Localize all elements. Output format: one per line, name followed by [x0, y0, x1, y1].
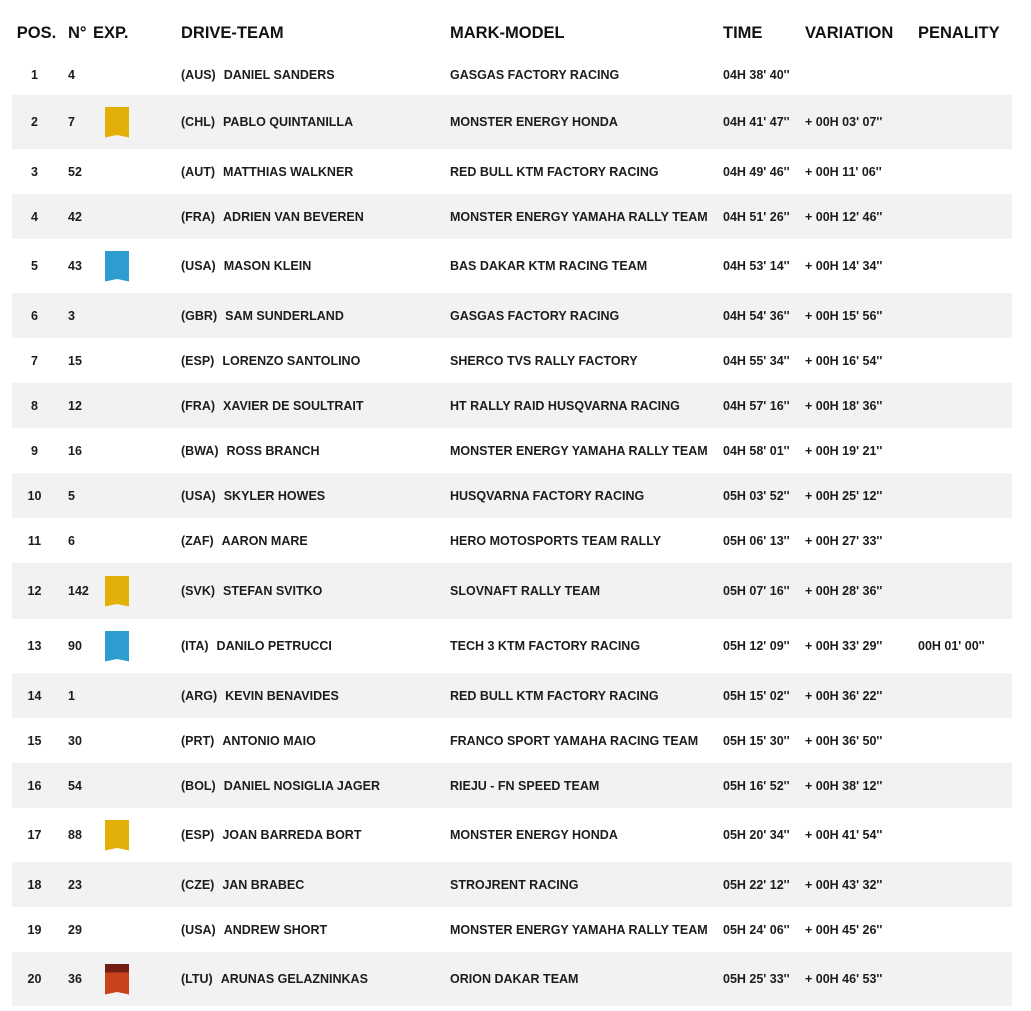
penality [918, 952, 1012, 1006]
table-row[interactable] [12, 952, 1012, 1006]
penality [918, 808, 1012, 862]
driver-name[interactable]: ANTONIO MAIO [222, 733, 316, 748]
time: 05H 22' 12'' [723, 877, 790, 892]
variation: + 00H 36' 22'' [805, 688, 883, 703]
mark-model: HERO MOTOSPORTS TEAM RALLY [450, 533, 662, 548]
variation: + 00H 33' 29'' [805, 639, 883, 653]
bike-number: 90 [68, 639, 82, 653]
position: 15 [27, 733, 42, 748]
penality [918, 293, 1012, 338]
time: 05H 25' 33'' [723, 972, 790, 986]
results-table [12, 12, 1012, 1006]
variation: + 00H 43' 32'' [805, 877, 883, 892]
table-row[interactable] [12, 619, 1012, 673]
experience-cell [93, 808, 181, 862]
table-row[interactable] [12, 862, 1012, 907]
penality [918, 763, 1012, 808]
penality [918, 194, 1012, 239]
time: 04H 57' 16'' [723, 398, 790, 413]
header-pos[interactable]: POS. [16, 24, 57, 42]
table-row[interactable] [12, 194, 1012, 239]
drive-team[interactable] [181, 473, 450, 518]
penality [918, 428, 1012, 473]
nationality: (ARG) [181, 688, 218, 703]
time: 05H 06' 13'' [723, 533, 790, 548]
nationality: (CHL) [181, 115, 216, 129]
header-penality[interactable]: PENALITY [918, 24, 1000, 42]
driver-name[interactable]: PABLO QUINTANILLA [223, 115, 354, 129]
nationality: (SVK) [181, 584, 216, 598]
driver-name[interactable]: DANIEL SANDERS [223, 68, 335, 82]
mark-model: RED BULL KTM FACTORY RACING [450, 164, 659, 179]
experience-flag-icon [105, 107, 129, 138]
nationality: (CZE) [181, 877, 215, 892]
table-row[interactable] [12, 763, 1012, 808]
time: 05H 24' 06'' [723, 922, 790, 937]
drive-team[interactable] [181, 239, 450, 293]
mark-model: RED BULL KTM FACTORY RACING [450, 688, 659, 703]
mark-model: HT RALLY RAID HUSQVARNA RACING [450, 398, 680, 413]
variation: + 00H 45' 26'' [805, 922, 883, 937]
driver-name[interactable]: JOAN BARREDA BORT [222, 828, 362, 842]
table-row[interactable] [12, 239, 1012, 293]
experience-cell [93, 619, 181, 673]
experience-cell [93, 718, 181, 763]
experience-flag-icon [105, 820, 129, 851]
position: 14 [27, 688, 42, 703]
table-row[interactable] [12, 338, 1012, 383]
variation: + 00H 27' 33'' [805, 533, 883, 548]
driver-name[interactable]: SAM SUNDERLAND [225, 308, 344, 323]
time: 05H 15' 30'' [723, 733, 790, 748]
drive-team[interactable] [181, 518, 450, 563]
nationality: (PRT) [181, 733, 215, 748]
penality: 00H 01' 00'' [918, 639, 985, 653]
mark-model: SLOVNAFT RALLY TEAM [450, 584, 601, 598]
bike-number: 36 [68, 972, 82, 986]
penality [918, 862, 1012, 907]
table-row[interactable] [12, 673, 1012, 718]
time: 05H 16' 52'' [723, 778, 790, 793]
experience-cell [93, 673, 181, 718]
mark-model: MONSTER ENERGY HONDA [450, 115, 618, 129]
experience-cell [93, 518, 181, 563]
header-experience[interactable]: EXP. [93, 24, 129, 42]
table-row[interactable] [12, 55, 1012, 95]
bike-number: 30 [68, 733, 82, 748]
table-row[interactable] [12, 473, 1012, 518]
mark-model: ORION DAKAR TEAM [450, 972, 579, 986]
position: 2 [31, 115, 38, 129]
experience-cell [93, 95, 181, 149]
table-row[interactable] [12, 718, 1012, 763]
driver-name[interactable]: ROSS BRANCH [226, 443, 320, 458]
drive-team[interactable] [181, 907, 450, 952]
mark-model: MONSTER ENERGY YAMAHA RALLY TEAM [450, 209, 708, 224]
bike-number: 5 [68, 488, 75, 503]
header-time[interactable]: TIME [723, 24, 763, 42]
experience-cell [93, 383, 181, 428]
mark-model: GASGAS FACTORY RACING [450, 308, 620, 323]
table-body [12, 55, 1012, 1006]
table-row[interactable] [12, 563, 1012, 619]
bike-number: 43 [68, 259, 82, 273]
variation: + 00H 19' 21'' [805, 443, 883, 458]
variation [805, 55, 918, 95]
drive-team[interactable] [181, 383, 450, 428]
drive-team[interactable] [181, 718, 450, 763]
position: 3 [31, 164, 38, 179]
nationality: (USA) [181, 259, 216, 273]
drive-team[interactable] [181, 563, 450, 619]
nationality: (BWA) [181, 443, 219, 458]
time: 05H 20' 34'' [723, 828, 790, 842]
driver-name[interactable]: STEFAN SVITKO [223, 584, 323, 598]
position: 6 [31, 308, 38, 323]
experience-cell [93, 563, 181, 619]
variation: + 00H 03' 07'' [805, 115, 883, 129]
position: 8 [31, 398, 38, 413]
mark-model: STROJRENT RACING [450, 877, 579, 892]
nationality: (AUT) [181, 164, 216, 179]
penality [918, 473, 1012, 518]
position: 11 [27, 533, 42, 548]
position: 9 [31, 443, 38, 458]
mark-model: BAS DAKAR KTM RACING TEAM [450, 259, 648, 273]
experience-flag-icon [105, 576, 129, 607]
position: 18 [27, 877, 42, 892]
position: 10 [27, 488, 42, 503]
experience-cell [93, 149, 181, 194]
penality [918, 518, 1012, 563]
drive-team[interactable] [181, 95, 450, 149]
bike-number: 6 [68, 533, 75, 548]
mark-model: MONSTER ENERGY YAMAHA RALLY TEAM [450, 443, 708, 458]
time: 05H 03' 52'' [723, 488, 790, 503]
penality [918, 239, 1012, 293]
mark-model: FRANCO SPORT YAMAHA RACING TEAM [450, 733, 699, 748]
nationality: (ESP) [181, 828, 215, 842]
variation: + 00H 41' 54'' [805, 828, 883, 842]
experience-cell [93, 428, 181, 473]
penality [918, 338, 1012, 383]
variation: + 00H 11' 06'' [805, 164, 882, 179]
experience-cell [93, 338, 181, 383]
bike-number: 7 [68, 115, 75, 129]
driver-name[interactable]: MASON KLEIN [223, 259, 312, 273]
time: 04H 53' 14'' [723, 259, 790, 273]
variation: + 00H 46' 53'' [805, 972, 883, 986]
mark-model: TECH 3 KTM FACTORY RACING [450, 639, 641, 653]
experience-flag-icon [105, 964, 129, 995]
experience-flag-icon [105, 251, 129, 282]
nationality: (LTU) [181, 972, 213, 986]
table-row[interactable] [12, 149, 1012, 194]
experience-cell [93, 194, 181, 239]
variation: + 00H 12' 46'' [805, 209, 883, 224]
experience-cell [93, 293, 181, 338]
variation: + 00H 38' 12'' [805, 778, 883, 793]
header-variation[interactable]: VARIATION [805, 24, 894, 42]
mark-model: GASGAS FACTORY RACING [450, 68, 620, 82]
bike-number: 4 [68, 68, 75, 82]
experience-flag-icon [105, 631, 129, 662]
drive-team[interactable] [181, 194, 450, 239]
bike-number: 88 [68, 828, 82, 842]
bike-number: 52 [68, 164, 82, 179]
drive-team[interactable] [181, 55, 450, 95]
bike-number: 15 [68, 353, 82, 368]
bike-number: 12 [68, 398, 82, 413]
driver-name[interactable]: ARUNAS GELAZNINKAS [220, 972, 368, 986]
nationality: (FRA) [181, 398, 216, 413]
position: 19 [27, 922, 42, 937]
mark-model: MONSTER ENERGY YAMAHA RALLY TEAM [450, 922, 708, 937]
drive-team[interactable] [181, 862, 450, 907]
driver-name[interactable]: DANILO PETRUCCI [216, 639, 332, 653]
nationality: (FRA) [181, 209, 216, 224]
nationality: (ZAF) [181, 533, 214, 548]
header-number[interactable]: N° [68, 24, 87, 42]
penality [918, 718, 1012, 763]
position: 13 [27, 639, 42, 653]
position: 12 [27, 584, 42, 598]
drive-team[interactable] [181, 619, 450, 673]
position: 17 [27, 828, 42, 842]
experience-cell [93, 763, 181, 808]
driver-name[interactable]: MATTHIAS WALKNER [223, 164, 354, 179]
penality [918, 907, 1012, 952]
drive-team[interactable] [181, 293, 450, 338]
experience-cell [93, 239, 181, 293]
position: 7 [31, 353, 38, 368]
mark-model: MONSTER ENERGY HONDA [450, 828, 618, 842]
variation: + 00H 36' 50'' [805, 733, 883, 748]
drive-team[interactable] [181, 952, 450, 1006]
bike-number: 1 [68, 688, 75, 703]
mark-model: RIEJU - FN SPEED TEAM [450, 778, 600, 793]
penality [918, 149, 1012, 194]
nationality: (GBR) [181, 308, 218, 323]
bike-number: 16 [68, 443, 82, 458]
nationality: (ITA) [181, 639, 209, 653]
bike-number: 3 [68, 308, 75, 323]
experience-cell [93, 952, 181, 1006]
variation: + 00H 14' 34'' [805, 259, 883, 273]
nationality: (USA) [181, 922, 216, 937]
position: 1 [31, 68, 38, 82]
time: 04H 58' 01'' [723, 443, 790, 458]
variation: + 00H 15' 56'' [805, 308, 883, 323]
table-header [12, 12, 1012, 55]
drive-team[interactable] [181, 808, 450, 862]
penality [918, 55, 1012, 95]
penality [918, 383, 1012, 428]
bike-number: 42 [68, 209, 82, 224]
driver-name[interactable]: SKYLER HOWES [223, 488, 326, 503]
time: 04H 54' 36'' [723, 308, 790, 323]
driver-name[interactable]: JAN BRABEC [222, 877, 305, 892]
bike-number: 29 [68, 922, 82, 937]
position: 16 [27, 778, 42, 793]
time: 05H 12' 09'' [723, 639, 790, 653]
position: 4 [31, 209, 38, 224]
table-row[interactable] [12, 907, 1012, 952]
variation: + 00H 28' 36'' [805, 584, 883, 598]
table-row[interactable] [12, 383, 1012, 428]
driver-name[interactable]: AARON MARE [221, 533, 308, 548]
table-row[interactable] [12, 428, 1012, 473]
drive-team[interactable] [181, 338, 450, 383]
drive-team[interactable] [181, 673, 450, 718]
position: 5 [31, 259, 38, 273]
nationality: (BOL) [181, 778, 216, 793]
penality [918, 563, 1012, 619]
variation: + 00H 16' 54'' [805, 353, 883, 368]
position: 20 [27, 972, 42, 986]
nationality: (USA) [181, 488, 216, 503]
penality [918, 673, 1012, 718]
driver-name[interactable]: DANIEL NOSIGLIA JAGER [223, 778, 380, 793]
mark-model: SHERCO TVS RALLY FACTORY [450, 353, 638, 368]
time: 04H 41' 47'' [723, 115, 790, 129]
time: 04H 51' 26'' [723, 209, 790, 224]
experience-cell [93, 473, 181, 518]
table-row[interactable] [12, 518, 1012, 563]
time: 04H 38' 40'' [723, 68, 790, 82]
penality [918, 95, 1012, 149]
bike-number: 142 [68, 584, 89, 598]
driver-name[interactable]: ANDREW SHORT [223, 922, 328, 937]
drive-team[interactable] [181, 149, 450, 194]
time: 05H 07' 16'' [723, 584, 790, 598]
drive-team[interactable] [181, 763, 450, 808]
time: 05H 15' 02'' [723, 688, 790, 703]
variation: + 00H 25' 12'' [805, 488, 883, 503]
bike-number: 54 [68, 778, 82, 793]
bike-number: 23 [68, 877, 82, 892]
driver-name[interactable]: XAVIER DE SOULTRAIT [223, 398, 364, 413]
table-row[interactable] [12, 808, 1012, 862]
drive-team[interactable] [181, 428, 450, 473]
variation: + 00H 18' 36'' [805, 398, 883, 413]
nationality: (AUS) [181, 68, 216, 82]
nationality: (ESP) [181, 353, 215, 368]
experience-cell [93, 907, 181, 952]
driver-name[interactable]: KEVIN BENAVIDES [225, 688, 339, 703]
driver-name[interactable]: LORENZO SANTOLINO [222, 353, 361, 368]
driver-name[interactable]: ADRIEN VAN BEVEREN [223, 209, 364, 224]
time: 04H 55' 34'' [723, 353, 790, 368]
header-drive-team[interactable]: DRIVE-TEAM [181, 24, 284, 42]
time: 04H 49' 46'' [723, 164, 790, 179]
mark-model: HUSQVARNA FACTORY RACING [450, 488, 645, 503]
experience-cell [93, 862, 181, 907]
header-mark-model[interactable]: MARK-MODEL [450, 24, 565, 42]
table-row[interactable] [12, 293, 1012, 338]
experience-cell [93, 55, 181, 95]
table-row[interactable] [12, 95, 1012, 149]
